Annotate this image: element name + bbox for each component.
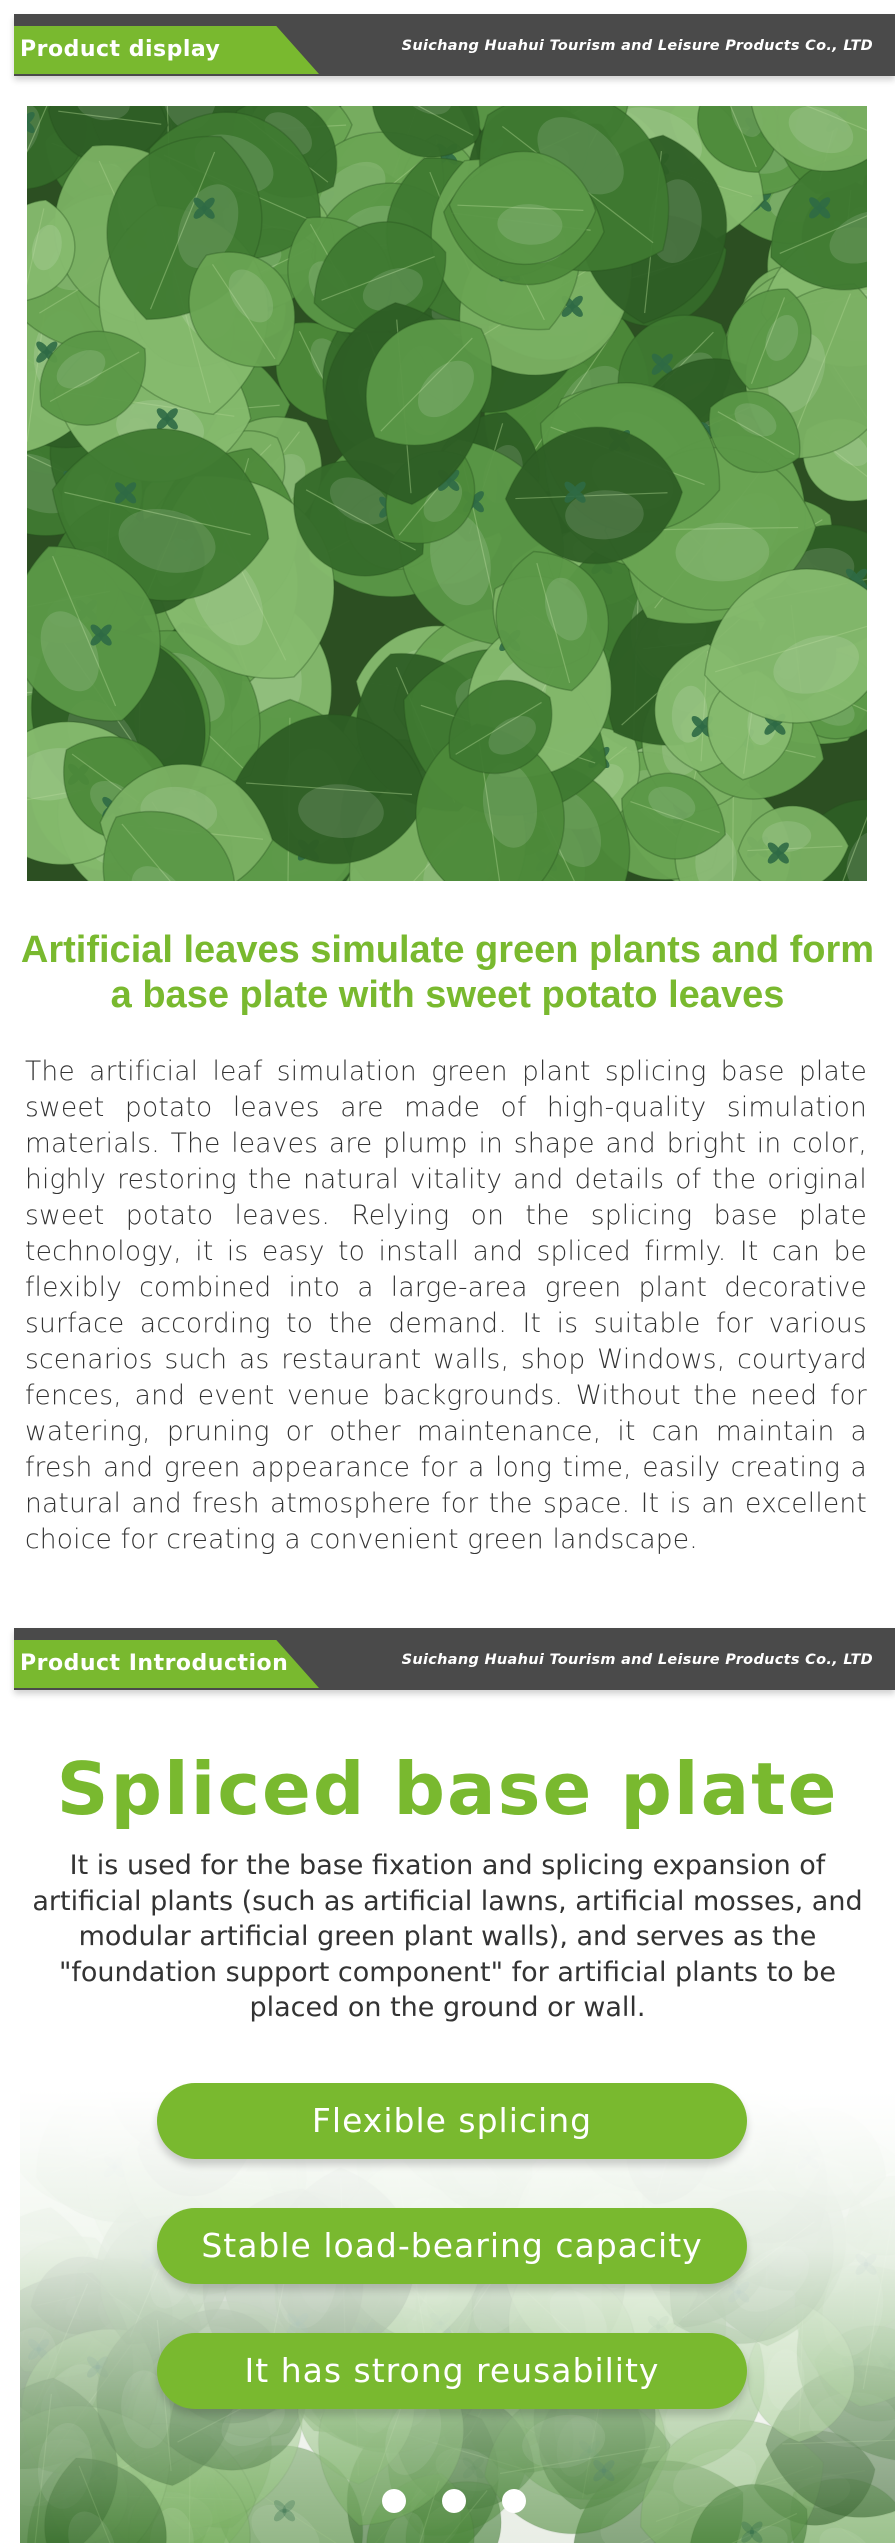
feature-pill-load-bearing: Stable load-bearing capacity (157, 2208, 747, 2284)
product-description: The artificial leaf simulation green plant splicing base plate sweet potato leaves are made of high-quality simulation materials. The leaves are plump in shape and bright in color, highly restoring the natural vitality and details of the original sweet potato leaves. Relying on the splicing base plate technology, it is easy to install and spliced firmly. It can be flexibly combined into a large-area green plant decorative surface according to the demand. It is suitable for various scenarios such as restaurant walls, shop Windows, courtyard fences, and event venue backgrounds. Without the need for watering, pruning or other maintenance, it can maintain a fresh and green appearance for a long time, easily creating a natural and fresh atmosphere for the space. It is an excellent choice for creating a convenient green landscape. (25, 1056, 867, 1555)
feature-pill-flexible-splicing: Flexible splicing (157, 2083, 747, 2159)
product-headline: Artificial leaves simulate green plants and form a base plate with sweet potato leaves (20, 929, 875, 1016)
artificial-leaves-image (27, 106, 867, 881)
feature-pill-reusability: It has strong reusability (157, 2333, 747, 2409)
section-tab-label: Product display (20, 37, 221, 62)
carousel-dot-2[interactable] (442, 2489, 466, 2513)
carousel-dot-3[interactable] (502, 2489, 526, 2513)
product-photo (27, 106, 867, 881)
intro-subtitle: It is used for the base fixation and splicing expansion of artificial plants (such as artificial lawns, artificial mosses, and modular artificial green plant walls), and serves as the "foundation support component" for artificial plants to be placed on the ground or wall. (32, 1850, 863, 2023)
section-header-product-introduction (14, 1628, 895, 1690)
carousel-dot-1[interactable] (382, 2489, 406, 2513)
section-tab-label: Product Introduction (20, 1651, 289, 1676)
intro-title: Spliced base plate (56, 1747, 839, 1831)
company-name: Suichang Huahui Tourism and Leisure Products Co., LTD (401, 1652, 873, 1668)
section-header-product-display (14, 14, 895, 76)
company-name: Suichang Huahui Tourism and Leisure Products Co., LTD (401, 38, 873, 54)
